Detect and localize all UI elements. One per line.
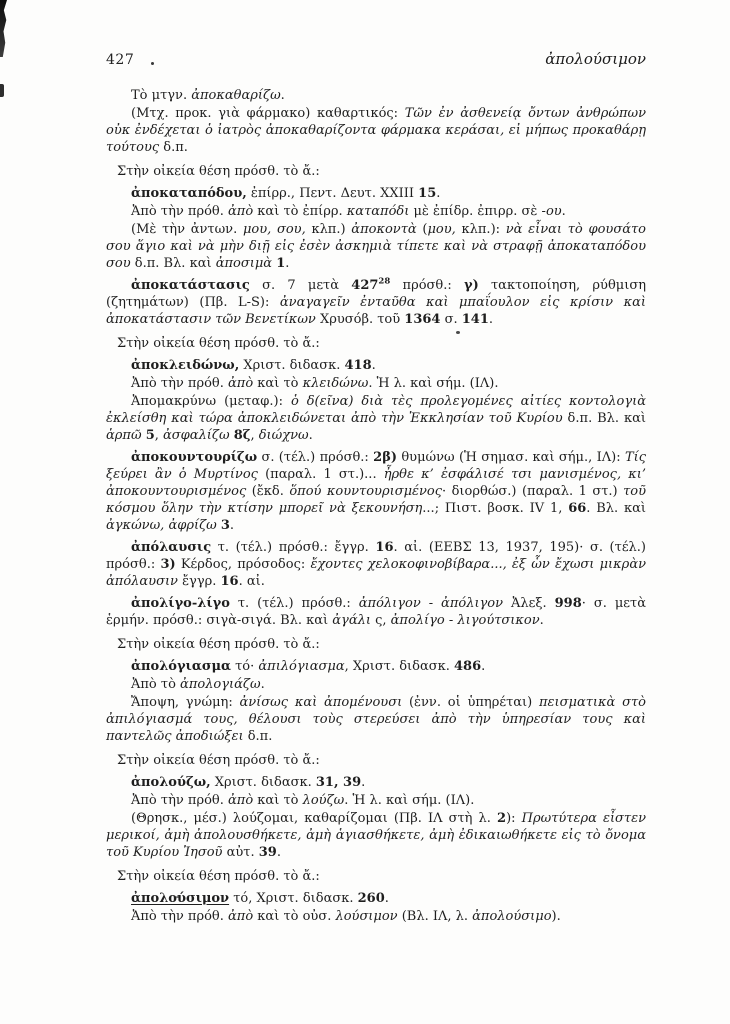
text-segment: Τῶν ἐν ἀσθενείᾳ ὄντων ἀνθρώπων οὐκ ἐνδέχεται ὁ ἰατρὸς ἀποκαθαρίζοντα φάρμακα κεράσαι, εἰ μήπως προκαθάρῃ τούτους bbox=[106, 106, 646, 155]
text-segment: Στὴν οἰκεία θέση πρόσθ. τὸ ἄ.: bbox=[117, 637, 320, 652]
text-segment: μου, bbox=[427, 222, 456, 237]
text-segment: . Ἡ λ. καὶ σήμ. (ΙΛ). bbox=[344, 793, 475, 808]
entry-paragraph bbox=[106, 277, 646, 328]
text-segment: . bbox=[361, 775, 366, 790]
text-segment: . bbox=[276, 845, 281, 860]
text-segment: γ) bbox=[464, 278, 479, 293]
text-segment: ἀνίσως καὶ ἀπομένουσι bbox=[239, 695, 403, 710]
text-segment: Ἀπὸ τὴν πρόθ. bbox=[131, 376, 229, 391]
text-segment: 2β) bbox=[373, 450, 398, 465]
entry-paragraph bbox=[106, 357, 646, 374]
text-segment: Ἀπὸ τὸ bbox=[131, 677, 181, 692]
scan-artifact-binding-mark bbox=[0, 84, 4, 97]
text-segment: 418 bbox=[344, 358, 372, 373]
text-segment: Χριστ. διδασκ. bbox=[210, 775, 316, 790]
text-segment: θυμώνω (Ἡ σημασ. καὶ σήμ., ΙΛ): bbox=[397, 450, 625, 465]
text-segment: ἀπολογιάζω bbox=[180, 677, 261, 692]
text-segment: ἐπίρρ., Πεντ. Δευτ. XXIII bbox=[246, 186, 419, 201]
text-segment: 2 bbox=[497, 811, 507, 826]
text-segment: Στὴν οἰκεία θέση πρόσθ. τὸ ἄ.: bbox=[117, 336, 320, 351]
text-segment: . bbox=[561, 204, 566, 219]
text-segment: σ. 7 μετὰ bbox=[249, 278, 352, 293]
text-segment: Τίς ξεύρει ἂν ὁ Μυρτίνος bbox=[106, 450, 646, 482]
entry-paragraph bbox=[106, 658, 646, 675]
page-number: 427 bbox=[106, 52, 135, 68]
text-segment: διώχνω bbox=[258, 428, 309, 443]
text-segment: 5 bbox=[145, 428, 155, 443]
text-segment: . Ἡ λ. καὶ σήμ. (ΙΛ). bbox=[368, 376, 499, 391]
divider-line bbox=[106, 868, 646, 885]
body-paragraph bbox=[106, 792, 646, 809]
text-segment: . bbox=[260, 677, 265, 692]
text-segment: ...; Πιστ. βοσκ. IV 1, bbox=[422, 501, 569, 516]
text-segment: 3 bbox=[220, 518, 230, 533]
text-segment: . αἰ. (ΕΕΒΣ 13, 1937, 195)· σ. (τέλ.) πρόσθ.: bbox=[106, 540, 646, 572]
text-segment: 28 bbox=[378, 276, 391, 287]
text-segment: νὰ εἶναι τὸ φουσάτο σου ἅγιο καὶ νὰ μὴν διῇ εἰς ἐσὲν ἀσκημιὰ τίπετε καὶ νὰ στραφῇ ἀποκαταπόδου σου bbox=[106, 222, 646, 271]
text-segment: Ἀλεξ. bbox=[503, 596, 555, 611]
text-segment: , bbox=[154, 428, 164, 443]
body-paragraph bbox=[106, 375, 646, 392]
divider-line bbox=[106, 752, 646, 769]
page-header bbox=[106, 50, 646, 68]
text-segment: λούζω bbox=[302, 793, 345, 808]
text-segment: 16 bbox=[220, 574, 239, 589]
text-segment: ἀγάλι bbox=[332, 613, 371, 628]
text-segment: ἁρπῶ bbox=[106, 428, 142, 443]
text-segment: . bbox=[280, 88, 285, 103]
text-segment: 998 bbox=[554, 596, 582, 611]
text-segment: ἀπὸ bbox=[228, 909, 254, 924]
text-segment: . bbox=[539, 613, 544, 628]
divider-line bbox=[106, 163, 646, 180]
text-segment: 16 bbox=[375, 540, 394, 555]
text-segment: ὅπού κουντουρισμένος bbox=[289, 484, 443, 499]
entry-paragraph bbox=[106, 595, 646, 629]
text-segment: -ου bbox=[541, 204, 562, 219]
text-segment: 31, 39 bbox=[315, 775, 362, 790]
text-segment: κλπ.) bbox=[305, 222, 352, 237]
body-paragraph bbox=[106, 694, 646, 745]
text-segment: τ. (τέλ.) πρόσθ.: ἔγγρ. bbox=[211, 540, 376, 555]
text-segment: (ἐνν. οἱ ὑπηρέται) bbox=[402, 695, 539, 710]
text-segment: καὶ τὸ οὐσ. bbox=[253, 909, 336, 924]
text-segment: ς, bbox=[370, 613, 391, 628]
text-segment: (Μὲ τὴν ἀντων. bbox=[131, 222, 243, 237]
text-segment: 66 bbox=[568, 501, 587, 516]
text-segment: . bbox=[285, 256, 290, 271]
text-segment: 15 bbox=[418, 186, 437, 201]
text-segment: Ἀπὸ τὴν πρόθ. bbox=[131, 909, 229, 924]
text-segment: ἀπιλόγιασμα bbox=[258, 659, 345, 674]
text-segment: 1364 bbox=[404, 312, 441, 327]
text-segment: ἀναγαγεῖν ἐνταῦθα καὶ μπαΐουλον εἰς κρίσιν καὶ ἀποκατάστασιν τῶν Βενετίκων bbox=[106, 295, 646, 327]
entry-paragraph bbox=[106, 539, 646, 590]
headword: ἀπόλαυσις bbox=[131, 540, 212, 555]
text-segment: . bbox=[384, 891, 389, 906]
text-segment: . αἰ. bbox=[238, 574, 265, 589]
text-segment: καὶ τὸ bbox=[253, 376, 303, 391]
text-segment: Ἀπομακρύνω (μεταφ.): bbox=[131, 394, 291, 409]
text-segment: ἦρθε κ’ ἐσφάλισέ τσι μανισμένος, κι’ ἀποκουντουρισμένος bbox=[106, 467, 646, 499]
text-segment: (Βλ. ΙΛ, λ. bbox=[397, 909, 473, 924]
entry-paragraph bbox=[106, 449, 646, 534]
body-paragraph bbox=[106, 908, 646, 925]
text-segment: τ. (τέλ.) πρόσθ.: bbox=[229, 596, 359, 611]
headword: ἀπολίγο-λίγο bbox=[131, 596, 230, 611]
text-segment: σ. bbox=[440, 312, 462, 327]
text-segment: 486 bbox=[454, 659, 482, 674]
text-segment: μὲ ἐπίδρ. ἐπιρρ. σὲ bbox=[409, 204, 542, 219]
text-segment: ἀποσιμὰ bbox=[215, 256, 273, 271]
text-segment: . bbox=[308, 428, 313, 443]
body-paragraph bbox=[106, 221, 646, 272]
text-segment: σ. (τέλ.) πρόσθ.: bbox=[257, 450, 374, 465]
text-segment: Χρυσόβ. τοῦ bbox=[315, 312, 405, 327]
entry-paragraph bbox=[106, 774, 646, 791]
headword: ἀποκουντουρίζω bbox=[131, 450, 258, 465]
text-segment: (παραλ. 1 στ.)... bbox=[257, 467, 384, 482]
text-segment: δ.π. Βλ. καὶ bbox=[130, 256, 216, 271]
text-segment: καὶ τὸ bbox=[253, 793, 303, 808]
text-segment: ἔχοντες χελοκοφινοβίβαρα..., ἐξ ὧν ἔχωσι μικρὰν ἀπόλαυσιν bbox=[106, 557, 646, 589]
text-segment: πρόσθ.: bbox=[390, 278, 464, 293]
text-segment: ἀπολούσιμο bbox=[472, 909, 552, 924]
text-segment: ἀπὸ bbox=[228, 376, 254, 391]
text-segment: 260 bbox=[357, 891, 385, 906]
text-segment: Χριστ. διδασκ. bbox=[239, 358, 345, 373]
text-segment: 427 bbox=[351, 278, 379, 293]
text-segment: (Θρησκ., μέσ.) λούζομαι, καθαρίζομαι (Πβ. ΙΛ στὴ λ. bbox=[131, 811, 498, 826]
text-segment: . bbox=[488, 312, 494, 327]
text-segment: Ἀπὸ τὴν πρόθ. bbox=[131, 204, 229, 219]
text-segment: τό· bbox=[230, 659, 259, 674]
text-segment: λούσιμον bbox=[335, 909, 398, 924]
body-paragraph bbox=[106, 393, 646, 444]
text-segment: . bbox=[436, 186, 441, 201]
headword: ἀποκατάστασις bbox=[131, 278, 250, 293]
text-segment: ὁ δ(εῖνα) διὰ τὲς προλεγομένες αἰτίες κοντολογιὰ ἐκλείσθη καὶ τώρα ἀποκλειδώνεται ἀπὸ τὴν Ἐκκλησίαν τοῦ Κυρίου bbox=[106, 394, 647, 426]
text-segment: ἀπόλιγον - ἀπόλιγον bbox=[358, 596, 504, 611]
text-segment: καταπόδι bbox=[346, 204, 410, 219]
text-segment: · σ. μετὰ ἑρμήν. πρόσθ.: σιγὰ-σιγά. Βλ. καὶ bbox=[106, 596, 646, 628]
text-segment: 1 bbox=[276, 256, 286, 271]
running-header: ἀπολούσιμον bbox=[545, 50, 646, 68]
text-segment: δ.π. bbox=[159, 140, 188, 155]
text-segment: Στὴν οἰκεία θέση πρόσθ. τὸ ἄ.: bbox=[117, 164, 320, 179]
text-segment: ἀπολίγο - λιγούτσικον bbox=[390, 613, 540, 628]
text-segment: . bbox=[229, 518, 235, 533]
text-segment: 8ζ bbox=[233, 428, 251, 443]
text-segment: ἔγγρ. bbox=[177, 574, 221, 589]
text-segment: Στὴν οἰκεία θέση πρόσθ. τὸ ἄ.: bbox=[117, 869, 320, 884]
body-paragraph bbox=[106, 676, 646, 693]
text-segment: κλπ.): bbox=[455, 222, 506, 237]
text-segment: τακτοποίηση, ρύθμιση (ζητημάτων) (Πβ. L-S): bbox=[106, 278, 646, 310]
headword: ἀποκαταπόδου, bbox=[131, 186, 247, 201]
text-segment: μου, σου, bbox=[242, 222, 306, 237]
text-segment: , bbox=[250, 428, 259, 443]
text-segment: ἀπὸ bbox=[228, 204, 254, 219]
text-segment: 39 bbox=[258, 845, 277, 860]
text-block bbox=[106, 86, 646, 925]
headword: ἀπολούσιμον bbox=[131, 891, 230, 906]
text-segment: Ἀπὸ τὴν πρόθ. bbox=[131, 793, 229, 808]
text-segment: ( bbox=[416, 222, 428, 237]
text-segment: ἀποκοντὰ bbox=[351, 222, 417, 237]
text-segment: αὐτ. bbox=[222, 845, 259, 860]
headword: ἀπολούζω, bbox=[131, 775, 211, 790]
text-segment: κλειδώνω bbox=[302, 376, 369, 391]
text-segment: ἀποκαθαρίζω bbox=[191, 88, 281, 103]
body-paragraph bbox=[106, 105, 646, 156]
text-segment: 3) bbox=[160, 557, 176, 572]
text-segment: πεισματικὰ στὸ ἀπιλόγιασμά τους, θέλουσι τοὺς στερεύσει ἀπὸ τὴν ὑπηρεσίαν τους καὶ παντελῶς ἀποδιώξει bbox=[106, 695, 646, 744]
divider-line bbox=[106, 335, 646, 352]
body-paragraph bbox=[106, 810, 646, 861]
headword: ἀποκλειδώνω, bbox=[131, 358, 240, 373]
entry-paragraph bbox=[106, 185, 646, 202]
text-segment: . bbox=[481, 659, 486, 674]
entry-paragraph bbox=[106, 890, 646, 907]
text-segment: ἀπὸ bbox=[228, 793, 254, 808]
text-segment: , Χριστ. διδασκ. bbox=[344, 659, 455, 674]
text-segment: Κέρδος, πρόσοδος: bbox=[175, 557, 311, 572]
text-segment: ). bbox=[551, 909, 561, 924]
text-segment: 141 bbox=[461, 312, 489, 327]
text-segment: (Μτχ. προκ. γιὰ φάρμακο) καθαρτικός: bbox=[131, 106, 405, 121]
text-segment: · διορθώσ.) (παραλ. 1 στ.) bbox=[442, 484, 624, 499]
text-segment: τό, Χριστ. διδασκ. bbox=[229, 891, 358, 906]
body-paragraph bbox=[106, 203, 646, 220]
scan-artifact-binding-edge bbox=[0, 0, 7, 57]
headword: ἀπολόγιασμα bbox=[131, 659, 231, 674]
text-segment: Στὴν οἰκεία θέση πρόσθ. τὸ ἄ.: bbox=[117, 753, 320, 768]
text-segment: ): bbox=[506, 811, 522, 826]
text-segment: . Βλ. καὶ bbox=[586, 501, 646, 516]
text-segment: . bbox=[371, 358, 376, 373]
divider-line bbox=[106, 636, 646, 653]
text-segment: δ.π. Βλ. καὶ bbox=[562, 411, 646, 426]
text-segment: Τὸ μτγν. bbox=[131, 88, 192, 103]
text-segment: ἀγκώνω, ἀφρίζω bbox=[106, 518, 217, 533]
text-segment: τοῦ κόσμου ὅλην τὴν κτίσην μπορεῖ νὰ ξεκουνήση bbox=[106, 484, 646, 516]
text-segment: (ἔκδ. bbox=[246, 484, 290, 499]
text-segment: καὶ τὸ ἐπίρρ. bbox=[253, 204, 347, 219]
text-segment: δ.π. bbox=[243, 729, 273, 744]
text-segment: Ἄποψη, γνώμη: bbox=[131, 695, 240, 710]
text-segment: ἀσφαλίζω bbox=[163, 428, 230, 443]
body-paragraph bbox=[106, 87, 646, 104]
text-segment: Πρωτύτερα εἶστεν μερικοί, ἀμὴ ἀπολουσθήκετε, ἀμὴ ἁγιασθήκετε, ἀμὴ ἐδικαιωθήκετε εἰς τὸ ὄνομα τοῦ Κυρίου Ἰησοῦ bbox=[106, 811, 647, 860]
